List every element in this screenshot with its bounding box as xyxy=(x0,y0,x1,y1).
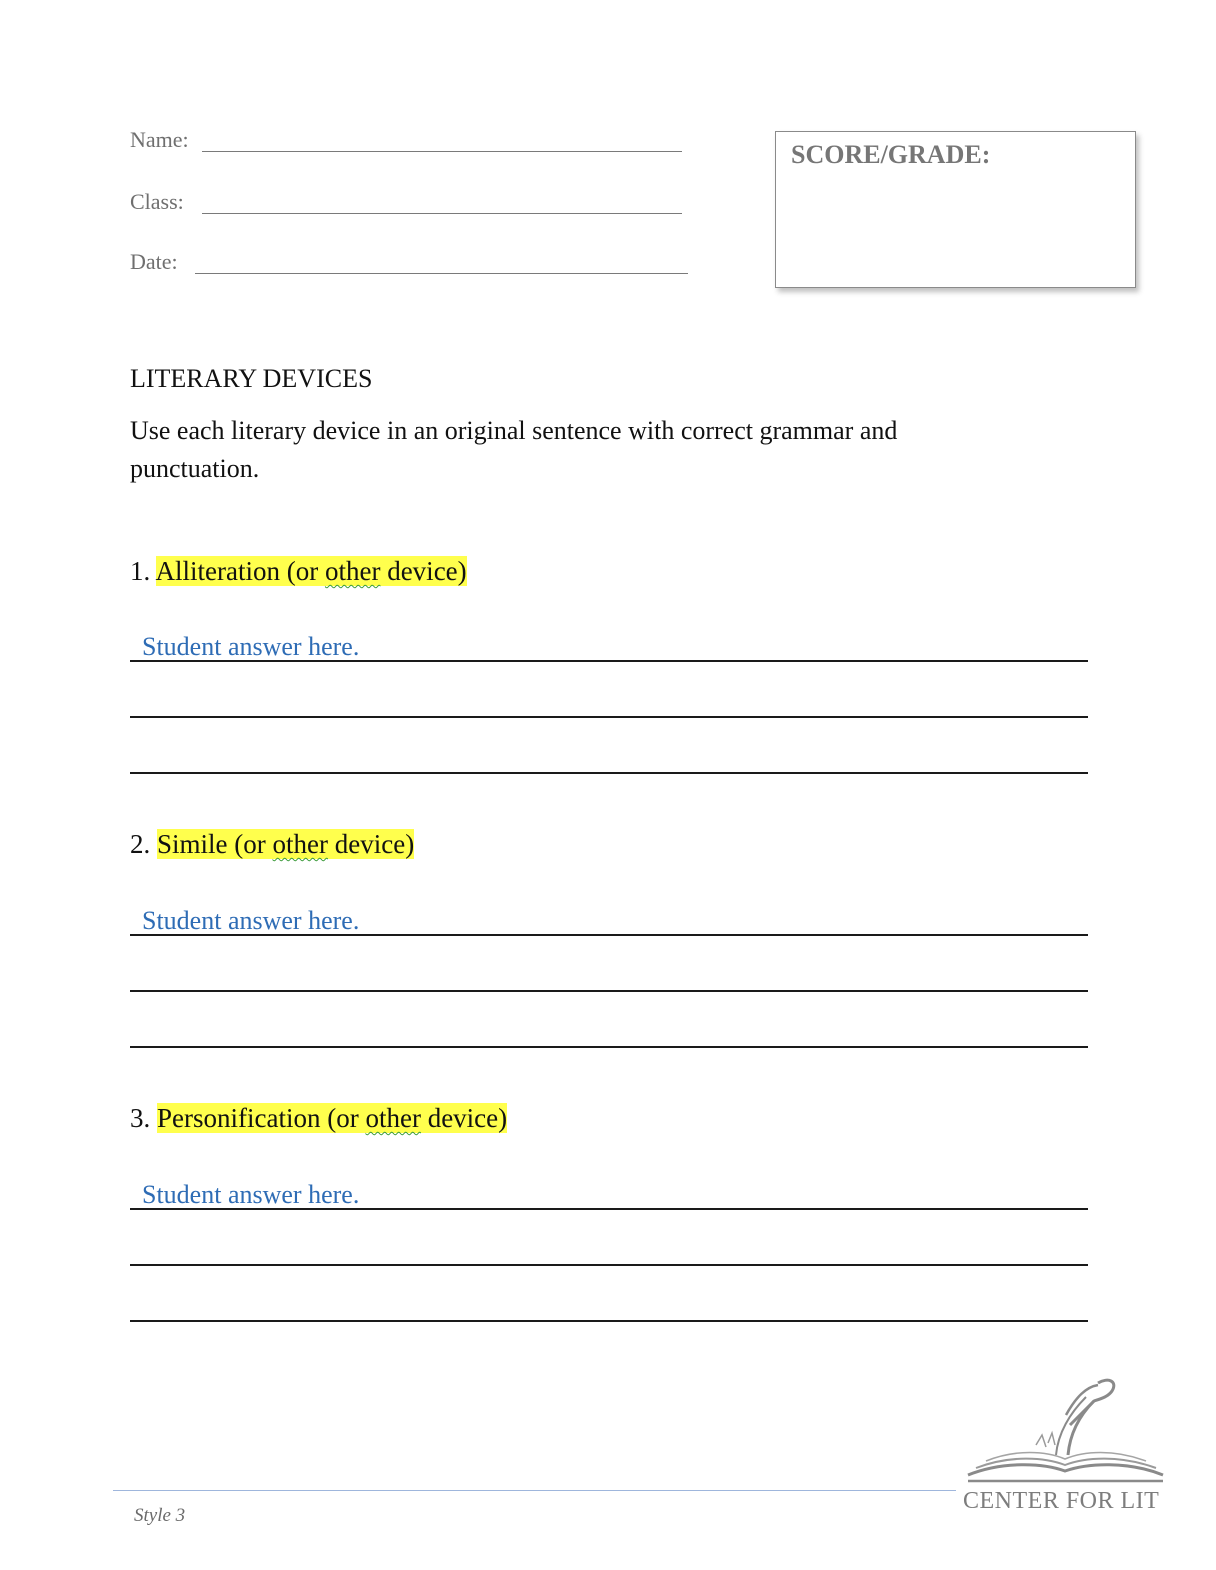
answer-line[interactable] xyxy=(130,772,1088,774)
date-label: Date: xyxy=(130,249,178,274)
center-for-lit-logo xyxy=(958,1375,1173,1520)
answer-line[interactable] xyxy=(130,990,1088,992)
paren-open: (or xyxy=(234,829,266,859)
question-2-label xyxy=(130,829,414,860)
answer-line[interactable] xyxy=(130,934,1088,936)
paren-close: device) xyxy=(387,556,467,586)
paren-close: device) xyxy=(427,1103,508,1133)
footer-style-label: Style 3 xyxy=(134,1505,186,1526)
logo-text: CENTER FOR LIT xyxy=(963,1488,1160,1514)
device-highlight xyxy=(156,556,467,586)
name-label: Name: xyxy=(130,127,189,152)
question-number: 1. xyxy=(130,556,151,586)
question-number: 2. xyxy=(130,829,151,859)
question-number: 3. xyxy=(130,1103,151,1133)
device-name: Personification xyxy=(157,1103,321,1133)
pelican-book-icon xyxy=(958,1375,1173,1490)
paren-open: (or xyxy=(286,556,319,586)
device-name: Alliteration xyxy=(155,556,280,586)
answer-line[interactable] xyxy=(130,1320,1088,1322)
answer-line[interactable] xyxy=(130,660,1088,662)
instructions: Use each literary device in an original sentence with correct grammar and punctuation. xyxy=(130,416,898,483)
answer-line[interactable] xyxy=(130,1208,1088,1210)
paren-open: (or xyxy=(327,1103,359,1133)
answer-line[interactable] xyxy=(130,716,1088,718)
question-3-label xyxy=(130,1103,507,1134)
spellcheck-word: other xyxy=(272,829,328,859)
worksheet-title: LITERARY DEVICES xyxy=(130,364,373,393)
paren-close: device) xyxy=(334,829,415,859)
question-1-label xyxy=(130,556,467,587)
spellcheck-word: other xyxy=(324,556,381,586)
name-field[interactable] xyxy=(202,151,682,152)
device-highlight xyxy=(157,1103,507,1133)
score-grade-label: SCORE/GRADE: xyxy=(791,140,991,169)
device-name: Simile xyxy=(157,829,228,859)
score-grade-box[interactable] xyxy=(775,131,1136,288)
date-field[interactable] xyxy=(195,273,688,274)
class-field[interactable] xyxy=(202,213,682,214)
class-label: Class: xyxy=(130,189,184,214)
spellcheck-word: other xyxy=(365,1103,421,1133)
question-2-answer[interactable]: Student answer here. xyxy=(142,906,360,935)
answer-line[interactable] xyxy=(130,1264,1088,1266)
device-highlight xyxy=(157,829,414,859)
answer-line[interactable] xyxy=(130,1046,1088,1048)
question-1-answer[interactable]: Student answer here. xyxy=(142,632,360,661)
question-3-answer[interactable]: Student answer here. xyxy=(142,1180,360,1209)
footer-rule xyxy=(113,1490,956,1491)
